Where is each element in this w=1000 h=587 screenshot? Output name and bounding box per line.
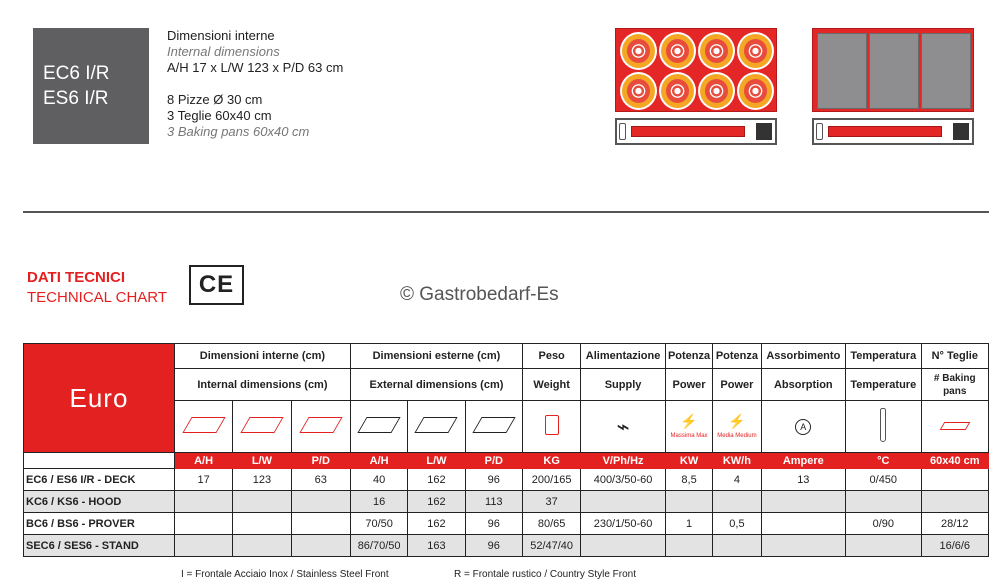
height-icon bbox=[174, 401, 232, 453]
header-weight-it: Peso bbox=[522, 344, 580, 369]
model-box bbox=[33, 28, 149, 144]
header-weight-en: Weight bbox=[522, 369, 580, 401]
watermark: © Gastrobedarf-Es bbox=[400, 284, 559, 305]
table-cell bbox=[174, 513, 232, 535]
table-cell: 63 bbox=[291, 469, 350, 491]
table-cell: 17 bbox=[174, 469, 232, 491]
width-icon bbox=[233, 401, 291, 453]
table-cell bbox=[233, 535, 291, 557]
table-cell: 162 bbox=[408, 469, 465, 491]
model-name-ec6: EC6 I/R bbox=[43, 63, 110, 84]
table-cell bbox=[761, 535, 846, 557]
table-cell bbox=[233, 491, 291, 513]
table-cell: 96 bbox=[465, 513, 522, 535]
unit-ext-ah: A/H bbox=[350, 453, 407, 469]
unit-ext-pd: P/D bbox=[465, 453, 522, 469]
table-cell bbox=[921, 469, 988, 491]
ext-height-icon bbox=[350, 401, 407, 453]
table-cell: 13 bbox=[761, 469, 846, 491]
table-row bbox=[24, 513, 989, 535]
thermometer-icon bbox=[846, 401, 921, 453]
table-cell bbox=[233, 513, 291, 535]
header-pans-en: # Baking pans bbox=[921, 369, 988, 401]
oven-front-icon bbox=[615, 118, 777, 145]
section-title-it: DATI TECNICI bbox=[27, 269, 126, 286]
table-cell: 230/1/50-60 bbox=[581, 513, 666, 535]
row-label: KC6 / KS6 - HOOD bbox=[24, 491, 175, 513]
table-cell bbox=[713, 491, 761, 513]
table-cell bbox=[174, 535, 232, 557]
header-external-dim-en: External dimensions (cm) bbox=[350, 369, 522, 401]
table-cell: 163 bbox=[408, 535, 465, 557]
brand-cell: Euro bbox=[24, 344, 175, 453]
table-cell bbox=[291, 513, 350, 535]
table-cell: 52/47/40 bbox=[522, 535, 580, 557]
section-divider bbox=[23, 211, 989, 213]
technical-table bbox=[23, 343, 989, 557]
unit-kg: KG bbox=[522, 453, 580, 469]
table-cell: 0/90 bbox=[846, 513, 921, 535]
table-cell: 16 bbox=[350, 491, 407, 513]
baking-pan-icon bbox=[921, 401, 988, 453]
unit-supply: V/Ph/Hz bbox=[581, 453, 666, 469]
unit-lw: L/W bbox=[233, 453, 291, 469]
table-cell: 4 bbox=[713, 469, 761, 491]
table-cell: 28/12 bbox=[921, 513, 988, 535]
pizza-chamber bbox=[615, 28, 777, 112]
table-cell bbox=[581, 535, 666, 557]
header-supply-it: Alimentazione bbox=[581, 344, 666, 369]
unit-ah: A/H bbox=[174, 453, 232, 469]
pizza-icon bbox=[620, 72, 657, 110]
header-temperature-en: Temperature bbox=[846, 369, 921, 401]
pizza-icon bbox=[737, 72, 774, 110]
power-medium-icon: ⚡ Media Medium bbox=[713, 401, 761, 453]
plug-icon: ⌁ bbox=[581, 401, 666, 453]
footnote-rustic: R = Frontale rustico / Country Style Front bbox=[454, 569, 637, 580]
unit-kw: KW bbox=[665, 453, 712, 469]
table-cell: 113 bbox=[465, 491, 522, 513]
table-cell: 123 bbox=[233, 469, 291, 491]
ce-mark: CE bbox=[189, 265, 244, 305]
pizza-icon bbox=[659, 32, 696, 70]
table-cell bbox=[665, 491, 712, 513]
table-cell bbox=[846, 535, 921, 557]
table-cell bbox=[665, 535, 712, 557]
table-cell bbox=[713, 535, 761, 557]
weight-icon bbox=[522, 401, 580, 453]
section-title bbox=[27, 268, 167, 308]
table-cell bbox=[761, 513, 846, 535]
header-temperature-it: Temperatura bbox=[846, 344, 921, 369]
row-label: BC6 / BS6 - PROVER bbox=[24, 513, 175, 535]
unit-ext-lw: L/W bbox=[408, 453, 465, 469]
table-cell bbox=[921, 491, 988, 513]
table-row bbox=[24, 535, 989, 557]
header-power-avg-it: Potenza bbox=[713, 344, 761, 369]
header-pans-it: N° Teglie bbox=[921, 344, 988, 369]
unit-kwh: KW/h bbox=[713, 453, 761, 469]
table-cell: 162 bbox=[408, 491, 465, 513]
section-title-en: TECHNICAL CHART bbox=[27, 289, 168, 306]
table-cell bbox=[846, 491, 921, 513]
pizza-capacity: 8 Pizze Ø 30 cm bbox=[167, 92, 263, 107]
pans-capacity-en: 3 Baking pans 60x40 cm bbox=[167, 124, 310, 139]
unit-celsius: °C bbox=[846, 453, 921, 469]
header-internal-dim-it: Dimensioni interne (cm) bbox=[174, 344, 350, 369]
row-label: SEC6 / SES6 - STAND bbox=[24, 535, 175, 557]
table-cell bbox=[291, 535, 350, 557]
header-absorption-it: Assorbimento bbox=[761, 344, 846, 369]
header-power-max-en: Power bbox=[665, 369, 712, 401]
table-row bbox=[24, 491, 989, 513]
table-cell: 80/65 bbox=[522, 513, 580, 535]
table-cell: 16/6/6 bbox=[921, 535, 988, 557]
header-supply-en: Supply bbox=[581, 369, 666, 401]
table-cell: 40 bbox=[350, 469, 407, 491]
unit-ampere: Ampere bbox=[761, 453, 846, 469]
pans-chamber bbox=[812, 28, 974, 112]
table-cell: 37 bbox=[522, 491, 580, 513]
internal-dim-label-en: Internal dimensions bbox=[167, 44, 280, 59]
unit-pans: 60x40 cm bbox=[921, 453, 988, 469]
table-cell: 400/3/50-60 bbox=[581, 469, 666, 491]
table-cell: 0/450 bbox=[846, 469, 921, 491]
pans-capacity-it: 3 Teglie 60x40 cm bbox=[167, 108, 272, 123]
table-cell: 8,5 bbox=[665, 469, 712, 491]
internal-dim-value: A/H 17 x L/W 123 x P/D 63 cm bbox=[167, 60, 344, 75]
table-cell: 0,5 bbox=[713, 513, 761, 535]
footnote-inox: I = Frontale Acciaio Inox / Stainless Steel Front bbox=[181, 569, 389, 580]
table-cell: 70/50 bbox=[350, 513, 407, 535]
table-cell bbox=[174, 491, 232, 513]
row-label: EC6 / ES6 I/R - DECK bbox=[24, 469, 175, 491]
table-cell bbox=[291, 491, 350, 513]
baking-pan-icon bbox=[921, 33, 971, 109]
header-power-avg-en: Power bbox=[713, 369, 761, 401]
spec-summary bbox=[167, 28, 343, 140]
pizza-icon bbox=[620, 32, 657, 70]
oven-front-icon bbox=[812, 118, 974, 145]
ampere-icon: A bbox=[761, 401, 846, 453]
ext-width-icon bbox=[408, 401, 465, 453]
internal-dim-label-it: Dimensioni interne bbox=[167, 28, 275, 43]
pizza-icon bbox=[698, 32, 735, 70]
power-max-icon: ⚡ Massima Max bbox=[665, 401, 712, 453]
table-cell: 96 bbox=[465, 535, 522, 557]
table-cell: 96 bbox=[465, 469, 522, 491]
header-internal-dim-en: Internal dimensions (cm) bbox=[174, 369, 350, 401]
table-cell: 200/165 bbox=[522, 469, 580, 491]
unit-pd: P/D bbox=[291, 453, 350, 469]
pizza-icon bbox=[737, 32, 774, 70]
depth-icon bbox=[291, 401, 350, 453]
header-external-dim-it: Dimensioni esterne (cm) bbox=[350, 344, 522, 369]
table-cell: 162 bbox=[408, 513, 465, 535]
pizza-icon bbox=[698, 72, 735, 110]
header-absorption-en: Absorption bbox=[761, 369, 846, 401]
header-power-max-it: Potenza bbox=[665, 344, 712, 369]
pizza-icon bbox=[659, 72, 696, 110]
table-row bbox=[24, 469, 989, 491]
table-cell: 1 bbox=[665, 513, 712, 535]
table-cell bbox=[761, 491, 846, 513]
model-name-es6: ES6 I/R bbox=[43, 88, 109, 109]
baking-pan-icon bbox=[869, 33, 919, 109]
table-cell: 86/70/50 bbox=[350, 535, 407, 557]
ext-depth-icon bbox=[465, 401, 522, 453]
table-cell bbox=[581, 491, 666, 513]
baking-pan-icon bbox=[817, 33, 867, 109]
